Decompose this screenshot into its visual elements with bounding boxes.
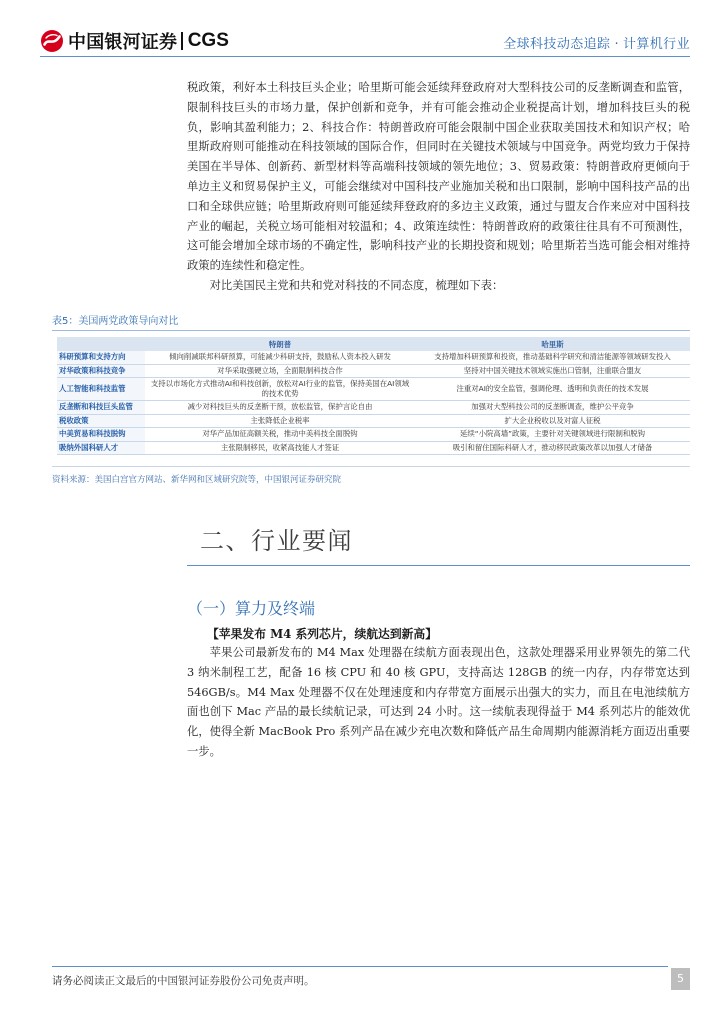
- news-body: 苹果公司最新发布的 M4 Max 处理器在续航方面表现出色，这款处理器采用业界领先的第二代 3 纳米制程工艺，配备 16 核 CPU 和 40 核 GPU，支持高达 128GB 的统一内存，内存带宽达到 546GB/s。M4 Max 处理器不仅在处理速度和内存带宽方面展示出强大的实力，而且在电池续航方面也创下 Mac 产品的最长续航记录，可达到 24 小时。这一续航表现得益于 M4 系列芯片的能效优化，使得全新 MacBook Pro 系列产品在减少充电次数和降低产品生命周期内能源消耗方面迈出重要一步。: [187, 646, 690, 758]
- table-row: [57, 428, 690, 442]
- news-headline: 【苹果发布 M4 系列芯片，续航达到新高】: [207, 627, 438, 641]
- row-label: 吸纳外国科研人才: [57, 441, 145, 455]
- table-source-note: 资料来源：美国白宫官方网站、新华网和区域研究院等，中国银河证券研究院: [52, 466, 690, 485]
- footer-disclaimer: 请务必阅读正文最后的中国银河证券股份公司免责声明。: [52, 975, 315, 987]
- brand-name-en: CGS: [187, 30, 229, 51]
- policy-comparison-table: [57, 337, 690, 455]
- table-row: [57, 378, 690, 401]
- table-lead-sentence: 对比美国民主党和共和党对科技的不同态度，梳理如下表：: [209, 278, 504, 292]
- header-cell-trump: 特朗普: [145, 337, 415, 351]
- harris-cell: 延续“小院高墙”政策，主要针对关键领域进行限制和脱钩: [415, 428, 690, 442]
- trump-cell: 主张降低企业税率: [145, 414, 415, 428]
- page-number: 5: [671, 968, 690, 990]
- report-series-header: [503, 33, 690, 52]
- policy-comparison-paragraph: 税政策，利好本土科技巨头企业；哈里斯可能会延续拜登政府对大型科技公司的反垄断调查和监管，限制科技巨头的市场力量，保护创新和竞争，并有可能会推动企业税提高计划，增加科技巨头的税负，影响其盈利能力；2、科技合作：特朗普政府可能会限制中国企业获取美国技术和知识产权；哈里斯政府则可能推动在科技领域的国际合作，但同时在关键技术领域与中国竞争。两党均致力于保持美国在半导体、创新药、新型材料等高端科技领域的领先地位；3、贸易政策：特朗普政府更倾向于单边主义和贸易保护主义，可能会继续对中国科技产业施加关税和出口限制，影响中国科技产品的出口和全球供应链；哈里斯政府则可能延续拜登政府的多边主义政策，通过与盟友合作来应对中国科技产业的崛起，关税立场可能相对较温和；4、政策连续性：特朗普政府的政策往往具有不可预测性，这可能会增加全球市场的不确定性，影响科技产业的长期投资和规划；哈里斯若当选可能会相对维持政策的连续性和稳定性。: [187, 81, 690, 273]
- table-row: [57, 441, 690, 455]
- report-series: 全球科技动态追踪: [503, 37, 611, 52]
- industry-name: 计算机行业: [622, 37, 690, 52]
- header-divider: [40, 56, 690, 57]
- table-header-row: [57, 337, 690, 351]
- harris-cell: 注重对AI的安全监管，强调伦理、透明和负责任的技术发展: [415, 378, 690, 401]
- header-separator: ·: [614, 37, 619, 52]
- footer-divider: [52, 966, 668, 967]
- trump-cell: 对华产品加征高额关税，推动中美科技全面脱钩: [145, 428, 415, 442]
- trump-cell: 主张限制移民，收紧高技能人才签证: [145, 441, 415, 455]
- table-caption: 表5：美国两党政策导向对比: [52, 312, 690, 331]
- section-divider: [187, 565, 690, 566]
- row-label: 中美贸易和科技脱钩: [57, 428, 145, 442]
- trump-cell: 支持以市场化方式推动AI和科技创新，放松对AI行业的监管，保持美国在AI领域的技术优势: [145, 378, 415, 401]
- brand-separator: [181, 32, 183, 50]
- brand-logo: [40, 29, 229, 53]
- row-label: 税收政策: [57, 414, 145, 428]
- row-label: 科研预算和支持方向: [57, 351, 145, 364]
- row-label: 反垄断和科技巨头监管: [57, 401, 145, 415]
- trump-cell: 对华采取强硬立场，全面限制科技合作: [145, 364, 415, 378]
- table-row: [57, 401, 690, 415]
- table-row: [57, 351, 690, 364]
- trump-cell: 倾向削减联邦科研预算，可能减少科研支持，鼓励私人资本投入研发: [145, 351, 415, 364]
- harris-cell: 加强对大型科技公司的反垄断调查，维护公平竞争: [415, 401, 690, 415]
- harris-cell: 吸引和留住国际科研人才，推动移民政策改革以加强人才储备: [415, 441, 690, 455]
- row-label: 对华政策和科技竞争: [57, 364, 145, 378]
- header-cell-harris: 哈里斯: [415, 337, 690, 351]
- header-cell-blank: [57, 337, 145, 351]
- news-item: [187, 643, 690, 762]
- harris-cell: 坚持对中国关键技术领域实施出口管制，注重联合盟友: [415, 364, 690, 378]
- table-row: [57, 414, 690, 428]
- harris-cell: 支持增加科研预算和投资，推动基础科学研究和清洁能源等领域研发投入: [415, 351, 690, 364]
- trump-cell: 减少对科技巨头的反垄断干预，放松监管，保护言论自由: [145, 401, 415, 415]
- section-title: 二、行业要闻: [200, 527, 353, 555]
- intro-text-block: [187, 78, 690, 296]
- row-label: 人工智能和科技监管: [57, 378, 145, 401]
- table-row: [57, 364, 690, 378]
- subsection-title: （一）算力及终端: [187, 599, 316, 618]
- brand-name-cn: 中国银河证券: [68, 32, 178, 53]
- cgs-logo-icon: [40, 29, 64, 53]
- harris-cell: 扩大企业税收以及对富人征税: [415, 414, 690, 428]
